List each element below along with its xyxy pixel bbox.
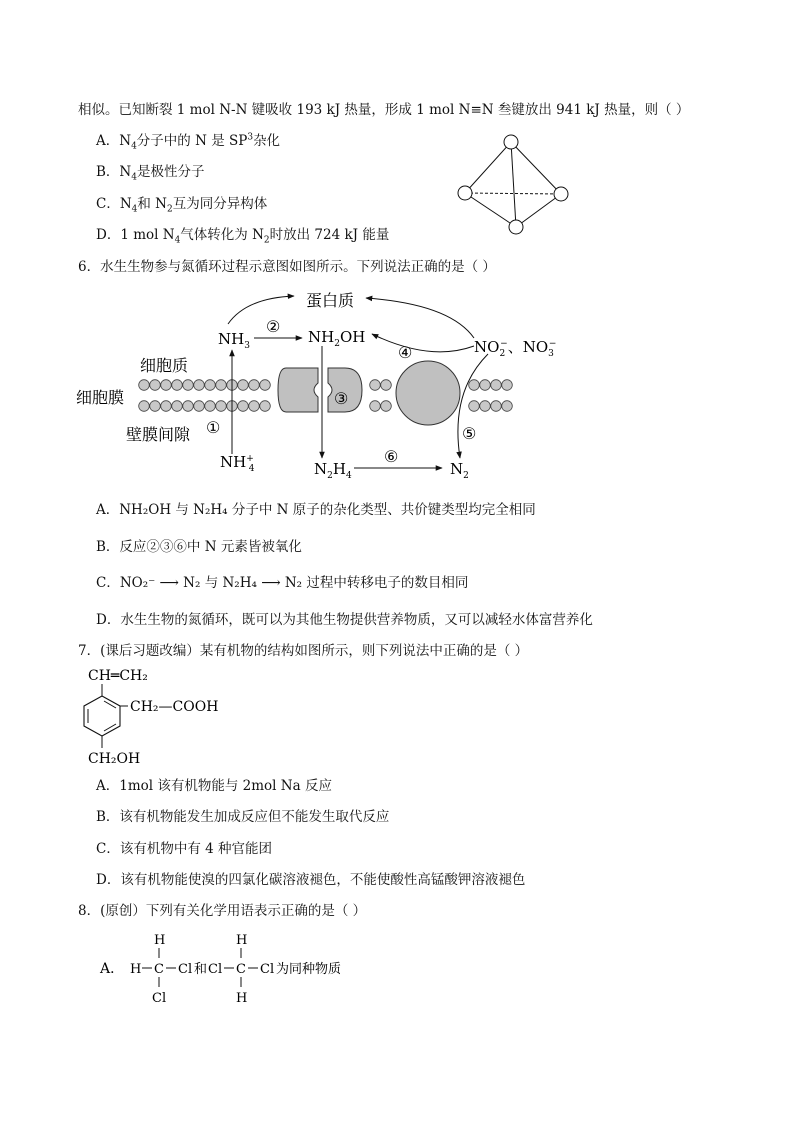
channel-protein-left — [278, 368, 318, 412]
q5-option-b: B．$N_4$是极性分子 — [96, 164, 205, 183]
membrane-bead — [139, 380, 150, 391]
q7-stem: 7．(课后习题改编）某有机物的结构如图所示，则下列说法中正确的是（ ） — [78, 643, 529, 659]
q5-option-a: A．$N_4$分子中的 N 是 $SP^3$杂化 — [96, 132, 281, 152]
no2-no3-label: $NO_2-$、$NO_3-$ — [474, 338, 557, 359]
membrane-bead — [370, 401, 381, 412]
membrane-bead — [161, 401, 172, 412]
membrane-bead — [491, 380, 502, 391]
cytoplasm-label: 细胞质 — [140, 356, 189, 375]
step-4-label: ④ — [398, 343, 413, 362]
nitrogen-cycle-diagram — [70, 282, 570, 482]
step-2-label: ② — [266, 317, 281, 336]
arrow-no2-protein — [366, 298, 474, 338]
q7-option-d: D．该有机物能使溴的四氯化碳溶液褪色，不能使酸性高锰酸钾溶液褪色 — [96, 872, 526, 888]
svg-text:和: 和 — [194, 962, 208, 977]
organic-structure — [72, 664, 272, 768]
arrow-4 — [372, 334, 474, 352]
q6-option-a: A．NH₂OH 与 N₂H₄ 分子中 N 原子的杂化类型、共价键类型均完全相同 — [96, 502, 536, 518]
svg-text:H: H — [130, 962, 142, 977]
bottom-group: CH₂OH — [88, 751, 141, 767]
step-1-label: ① — [206, 418, 221, 437]
n2h4-label: $N_2H_4$ — [314, 460, 352, 481]
globular-protein — [396, 361, 460, 425]
membrane-label: 细胞膜 — [76, 388, 125, 407]
membrane-bead — [491, 401, 502, 412]
membrane-bead — [469, 401, 480, 412]
membrane-bead — [216, 401, 227, 412]
q6-stem: 6．水生生物参与氮循环过程示意图如图所示。下列说法正确的是（ ） — [78, 259, 496, 275]
step-6-label: ⑥ — [384, 447, 399, 466]
membrane-bead — [216, 380, 227, 391]
membrane-bead — [370, 380, 381, 391]
membrane-bead — [238, 380, 249, 391]
step-5-label: ⑤ — [462, 424, 477, 443]
nh2oh-label: $NH_2OH$ — [308, 328, 366, 349]
membrane-bead — [139, 401, 150, 412]
membrane-bead — [238, 401, 249, 412]
q5-option-c: C．$N_4$和 $N_2$互为同分异构体 — [96, 196, 268, 215]
q8-option-a-structures — [96, 926, 396, 1010]
membrane-bead — [480, 380, 491, 391]
q6-option-d: D．水生生物的氮循环，既可以为其他生物提供营养物质，又可以减轻水体富营养化 — [96, 612, 593, 628]
svg-text:C: C — [236, 962, 246, 977]
svg-text:H: H — [236, 991, 248, 1006]
svg-text:H: H — [154, 933, 166, 948]
membrane-bead — [260, 380, 271, 391]
q6-option-b: B．反应②③⑥中 N 元素皆被氧化 — [96, 539, 302, 555]
membrane-bead — [183, 401, 194, 412]
n2-label: $N_2$ — [450, 460, 469, 481]
svg-text:Cl: Cl — [152, 991, 167, 1006]
arrow-nh3-protein — [228, 296, 294, 324]
svg-text:Cl: Cl — [208, 962, 223, 977]
q7-option-c: C．该有机物中有 4 种官能团 — [96, 841, 273, 857]
membrane-bead — [172, 401, 183, 412]
membrane-bead — [480, 401, 491, 412]
svg-text:Cl: Cl — [260, 962, 275, 977]
vinyl-group: CH═CH₂ — [88, 668, 148, 684]
q5-stem: 相似。已知断裂 1 mol N-N 键吸收 193 kJ 热量，形成 1 mol N≡N 叁键放出 941 kJ 热量，则（ ） — [78, 102, 690, 118]
q7-option-a: A．1mol 该有机物能与 2mol Na 反应 — [96, 778, 332, 794]
tetrahedron-figure — [455, 130, 575, 240]
membrane-bead — [249, 380, 260, 391]
svg-text:Cl: Cl — [178, 962, 193, 977]
q7-option-b: B．该有机物能发生加成反应但不能发生取代反应 — [96, 809, 390, 825]
q6-option-c: C．NO₂⁻ ⟶ N₂ 与 N₂H₄ ⟶ N₂ 过程中转移电子的数目相同 — [96, 575, 469, 591]
membrane-bead — [161, 380, 172, 391]
membrane-bead — [249, 401, 260, 412]
protein-label: 蛋白质 — [306, 291, 355, 310]
svg-text:为同种物质: 为同种物质 — [276, 962, 342, 977]
periplasm-label: 壁膜间隙 — [126, 425, 191, 444]
membrane-bead — [502, 401, 513, 412]
membrane-bead — [381, 380, 392, 391]
side-chain: CH₂—COOH — [130, 699, 219, 715]
membrane-bead — [502, 380, 513, 391]
nh4-label: NH+ 4 — [220, 453, 255, 474]
membrane-bead — [150, 380, 161, 391]
svg-text:C: C — [154, 962, 164, 977]
membrane-bead — [172, 380, 183, 391]
q5-option-d: D．1 mol $N_4$气体转化为 $N_2$时放出 724 kJ 能量 — [96, 227, 390, 246]
membrane-bead — [260, 401, 271, 412]
svg-text:H: H — [236, 933, 248, 948]
membrane-bead — [194, 380, 205, 391]
membrane-bead — [381, 401, 392, 412]
membrane-bead — [183, 380, 194, 391]
membrane-bead — [150, 401, 161, 412]
membrane-bead — [194, 401, 205, 412]
step-3-label: ③ — [334, 389, 349, 408]
q8-stem: 8．(原创）下列有关化学用语表示正确的是（ ） — [78, 903, 367, 919]
membrane-bead — [205, 380, 216, 391]
nh3-label: $NH_3$ — [218, 330, 250, 351]
benzene-ring — [84, 696, 120, 736]
q8-a-label: A． — [100, 961, 125, 977]
membrane-bead — [205, 401, 216, 412]
membrane-bead — [469, 380, 480, 391]
